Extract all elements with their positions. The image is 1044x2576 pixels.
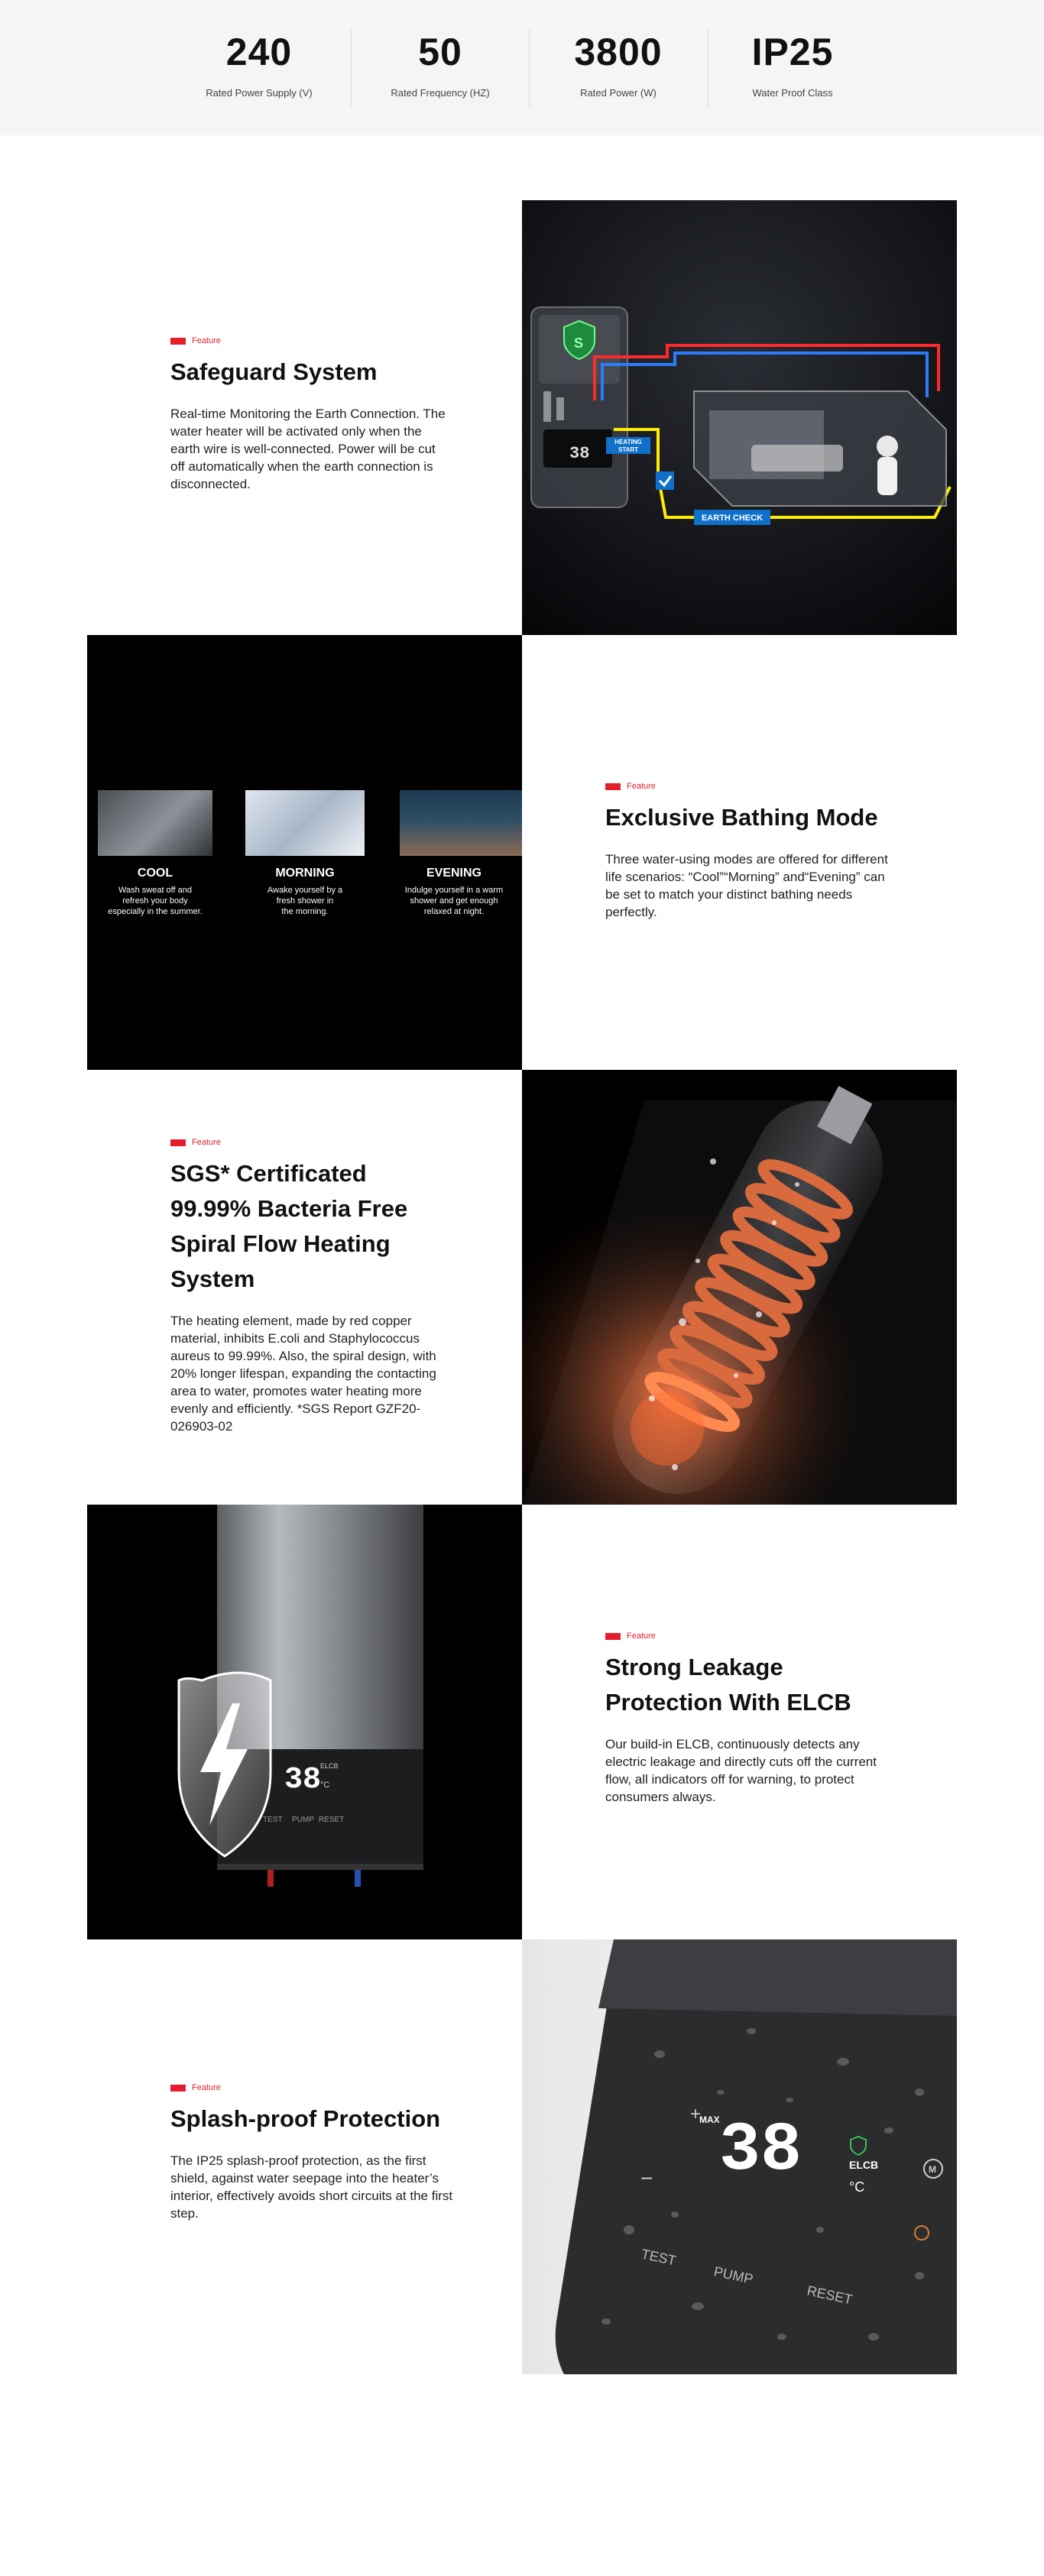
feature-description: The IP25 splash-proof protection, as the first shield, against water seepage into the heater’s interior, effectively avoids short circuits at the first step. xyxy=(170,2153,453,2221)
feature-tag xyxy=(170,2083,453,2092)
mode-line: especially in the summer. xyxy=(108,907,203,916)
mode-line: Indulge yourself in a warm xyxy=(404,886,504,895)
tag-label: Feature xyxy=(192,336,221,345)
splash-illustration xyxy=(522,1939,957,2374)
spec-frequency xyxy=(351,29,530,99)
mode-card-morning xyxy=(237,790,373,917)
mode-letter: M xyxy=(929,2164,936,2175)
tag-bar xyxy=(605,1633,621,1640)
feature-elcb xyxy=(87,1505,957,1939)
mode-cards xyxy=(87,790,522,928)
tag-bar xyxy=(605,783,621,790)
heater-display: 38 xyxy=(569,444,590,463)
feature-text xyxy=(87,200,522,635)
feature-description: Three water-using modes are offered for different life scenarios: “Cool”“Morning” and“Evening” can be set to match your distinct bathing needs perfectly. xyxy=(605,852,888,919)
spec-value: 50 xyxy=(418,31,462,73)
mode-card-cool xyxy=(87,790,223,917)
splash-unit: ELCB xyxy=(849,2159,879,2171)
mode-line: the morning. xyxy=(281,907,329,916)
spec-label: Water Proof Class xyxy=(752,87,833,99)
mode-name: MORNING xyxy=(275,867,335,880)
feature-title: Safeguard System xyxy=(170,358,378,385)
feature-tag xyxy=(170,1138,453,1147)
feature-sgs xyxy=(87,1070,957,1505)
elcb-pump-label: PUMP xyxy=(292,1816,314,1824)
safeguard-image xyxy=(522,200,957,635)
mode-description xyxy=(386,885,522,917)
elcb-test-label: TEST xyxy=(263,1816,283,1824)
feature-description: The heating element, made by red copper material, inhibits E.coli and Staphylococcus aureus to 99.99%. Also, the spiral design, with 20% longer lifespan, expanding the contacting area to water, promotes water heating more evenly and efficiently. *SGS Report GZF20-026903-02 xyxy=(170,1314,436,1434)
splash-degree: °C xyxy=(849,2179,865,2195)
feature-title: Strong Leakage Protection With ELCB xyxy=(605,1654,851,1716)
bathing-modes-image xyxy=(87,635,522,1070)
plus-button: + xyxy=(690,2104,702,2124)
earth-check-label: EARTH CHECK xyxy=(701,514,764,523)
heating-label: HEATING xyxy=(614,439,642,446)
feature-safeguard xyxy=(87,200,957,635)
minus-button: − xyxy=(640,2166,653,2190)
elcb-reset-label: RESET xyxy=(319,1816,345,1824)
check-icon xyxy=(656,471,674,490)
feature-text xyxy=(522,635,957,1070)
spec-label: Rated Power Supply (V) xyxy=(206,87,313,99)
splash-image xyxy=(522,1939,957,2374)
spec-label: Rated Power (W) xyxy=(580,87,657,99)
splash-pump-label: PUMP xyxy=(712,2263,755,2287)
mode-line: Awake yourself by a xyxy=(267,886,343,895)
spiral-heating-image xyxy=(522,1070,957,1505)
cool-photo xyxy=(98,790,212,856)
tag-bar xyxy=(170,338,186,345)
elcb-image xyxy=(87,1505,522,1939)
feature-bathing-mode xyxy=(87,635,957,1070)
spec-strip xyxy=(0,0,1044,135)
mode-line: fresh shower in xyxy=(276,896,334,906)
spec-value: 240 xyxy=(225,31,293,73)
feature-title: SGS* Certificated 99.99% Bacteria Free Spiral Flow Heating System xyxy=(170,1160,408,1292)
feature-text xyxy=(87,1939,522,2374)
mode-line: Wash sweat off and xyxy=(118,886,192,895)
start-label: START xyxy=(618,446,639,453)
feature-splash-proof xyxy=(87,1939,957,2374)
mode-description xyxy=(237,885,373,917)
feature-description: Real-time Monitoring the Earth Connection. The water heater will be activated only when the earth wire is well-connected. Power will be cut off automatically when the earth connection is disconnected. xyxy=(170,407,446,491)
mode-line: refresh your body xyxy=(122,896,188,906)
feature-title: Splash-proof Protection xyxy=(170,2105,441,2132)
tag-label: Feature xyxy=(627,782,656,791)
spec-value: 3800 xyxy=(574,31,663,73)
spec-waterproof xyxy=(703,29,882,99)
spec-value: IP25 xyxy=(751,31,834,73)
spec-voltage xyxy=(170,29,349,99)
feature-title: Exclusive Bathing Mode xyxy=(605,804,878,831)
mode-name: EVENING xyxy=(426,867,481,880)
feature-tag xyxy=(605,782,888,791)
morning-photo xyxy=(245,790,365,856)
tag-bar xyxy=(170,2085,186,2092)
mode-name: COOL xyxy=(137,867,173,880)
elcb-illustration xyxy=(87,1505,522,1939)
evening-photo xyxy=(400,790,522,856)
tag-bar xyxy=(170,1139,186,1146)
tag-label: Feature xyxy=(192,2083,221,2092)
elcb-unit: ELCB xyxy=(320,1762,339,1770)
tag-label: Feature xyxy=(627,1631,656,1641)
tag-label: Feature xyxy=(192,1138,221,1147)
mode-description xyxy=(87,885,223,917)
feature-tag xyxy=(605,1631,888,1641)
splash-test-label: TEST xyxy=(640,2246,678,2269)
safeguard-illustration xyxy=(522,200,957,635)
elcb-display: 38 xyxy=(284,1763,322,1797)
mode-line: relaxed at night. xyxy=(423,907,485,916)
mode-card-evening xyxy=(386,790,522,917)
feature-text xyxy=(522,1505,957,1939)
spec-label: Rated Frequency (HZ) xyxy=(391,87,490,99)
max-label: MAX xyxy=(699,2114,720,2125)
splash-display: 38 xyxy=(719,2112,802,2190)
feature-description: Our build-in ELCB, continuously detects any electric leakage and directly cuts off the current flow, all indicators off for warning, to protect consumers always. xyxy=(605,1737,877,1804)
splash-reset-label: RESET xyxy=(806,2283,854,2308)
elcb-degree: °C xyxy=(320,1781,330,1790)
mode-line: shower and get enough xyxy=(410,896,498,906)
spec-power xyxy=(529,29,708,99)
svg-text:S: S xyxy=(574,335,584,351)
feature-text xyxy=(87,1070,522,1505)
spiral-heater-illustration xyxy=(522,1070,957,1505)
feature-tag xyxy=(170,336,453,345)
